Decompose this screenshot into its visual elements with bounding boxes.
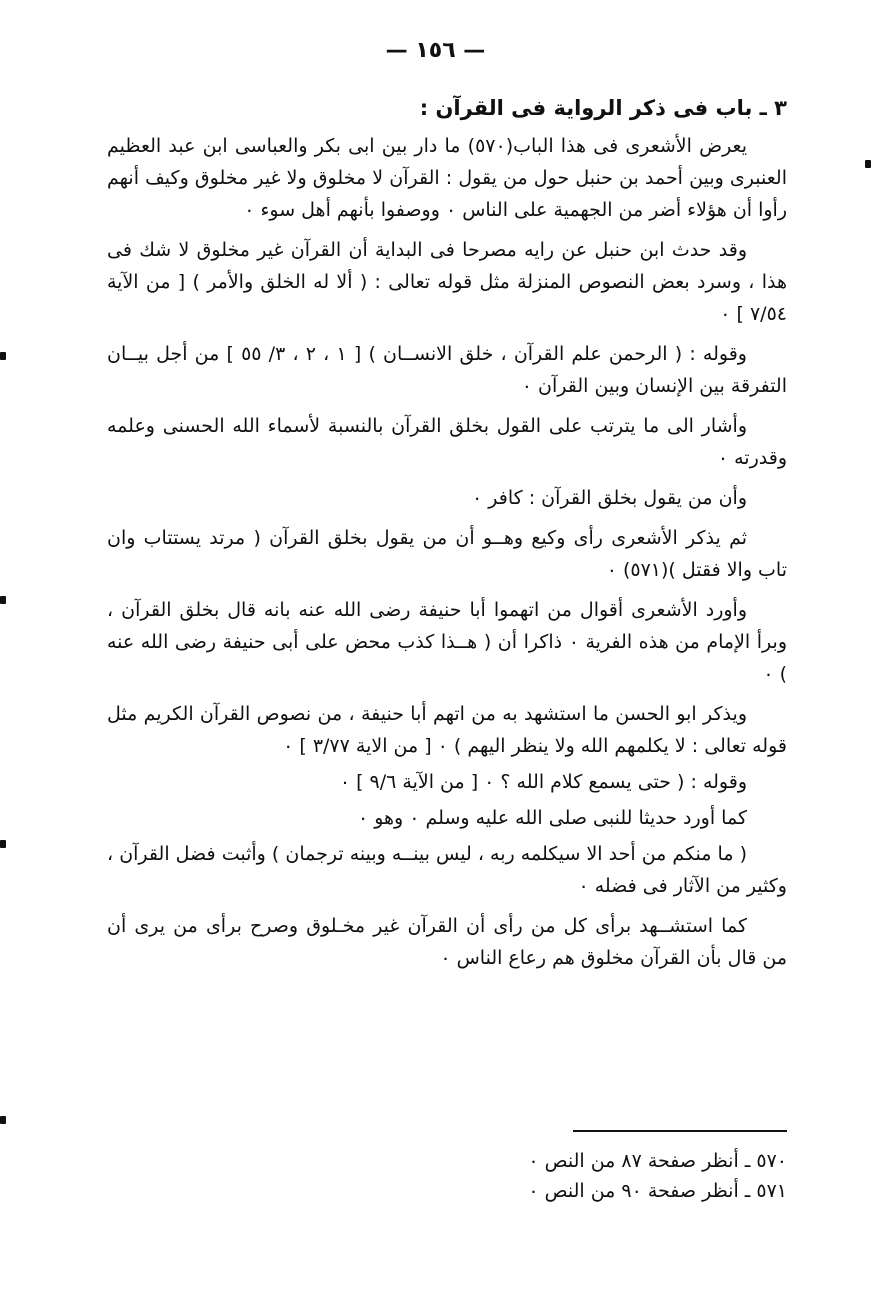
section-heading: ٣ ـ باب فى ذكر الرواية فى القرآن :	[419, 96, 787, 120]
paragraph: وقد حدث ابن حنبل عن رايه مصرحا فى البداية أن القرآن غير مخلوق لا شك فى هذا ، وسرد بعض النصوص المنزلة مثل قوله تعالى : ( ألا له الخلق والأمر ) [ من الآية ٧/٥٤ ] ٠	[107, 239, 787, 325]
footnote: ٥٧٠ ـ أنظر صفحة ٨٧ من النص ٠	[528, 1150, 787, 1172]
footnote: ٥٧١ ـ أنظر صفحة ٩٠ من النص ٠	[528, 1180, 787, 1202]
paragraph: يعرض الأشعرى فى هذا الباب(٥٧٠) ما دار بين ابى بكر والعباسى ابن عبد العظيم العنبرى وبين أحمد بن حنبل حول من يقول : القرآن لا مخلوق ولا غير مخلوق وكيف أنهم رأوا أن هؤلاء أضر من الجهمية على الناس ٠ ووصفوا بأنهم أهل سوء ٠	[107, 135, 787, 221]
paragraph: وأورد الأشعرى أقوال من اتهموا أبا حنيفة رضى الله عنه بانه قال بخلق القرآن ، وبرأ الإمام من هذه الفرية ٠ ذاكرا أن ( هــذا كذب محض على أبى حنيفة رضى الله عنه ) ٠	[107, 599, 787, 685]
scan-margin-mark	[0, 840, 6, 848]
paragraph: كما أورد حديثا للنبى صلى الله عليه وسلم ٠ وهو ٠	[357, 807, 747, 829]
scan-margin-mark	[0, 1116, 6, 1124]
scan-margin-mark	[865, 160, 871, 168]
paragraph: ثم يذكر الأشعرى رأى وكيع وهــو أن من يقول بخلق القرآن ( مرتد يستتاب وان تاب والا فقتل )(٥٧١) ٠	[107, 527, 787, 581]
paragraph: وقوله : ( الرحمن علم القرآن ، خلق الانســان ) [ ١ ، ٢ ، ٣/ ٥٥ ] من أجل بيــان التفرقة بين الإنسان وبين القرآن ٠	[107, 343, 787, 397]
paragraph: ويذكر ابو الحسن ما استشهد به من اتهم أبا حنيفة ، من نصوص القرآن الكريم مثل قوله تعالى : لا يكلمهم الله ولا ينظر اليهم ) ٠ [ من الاية ٣/٧٧ ] ٠	[107, 703, 787, 757]
page-number: — ١٥٦ —	[385, 38, 486, 63]
paragraph: وقوله : ( حتى يسمع كلام الله ؟ ٠ [ من الآية ٩/٦ ] ٠	[339, 771, 747, 793]
paragraph: وأشار الى ما يترتب على القول بخلق القرآن بالنسبة لأسماء الله الحسنى وعلمه وقدرته ٠	[107, 415, 787, 469]
footnotes	[107, 1146, 787, 1206]
paragraph: ( ما منكم من أحد الا سيكلمه ربه ، ليس بينــه وبينه ترجمان ) وأثبت فضل القرآن ، وكثير من الآثار فى فضله ٠	[107, 843, 787, 897]
paragraph: كما استشــهد برأى كل من رأى أن القرآن غير مخـلوق وصرح برأى من يرى أن من قال بأن القرآن مخلوق هم رعاع الناس ٠	[107, 915, 787, 969]
main-text	[107, 92, 787, 982]
paragraph: وأن من يقول بخلق القرآن : كافر ٠	[472, 487, 747, 509]
scan-margin-mark	[0, 352, 6, 360]
scan-margin-mark	[0, 596, 6, 604]
footnote-divider	[573, 1130, 787, 1132]
